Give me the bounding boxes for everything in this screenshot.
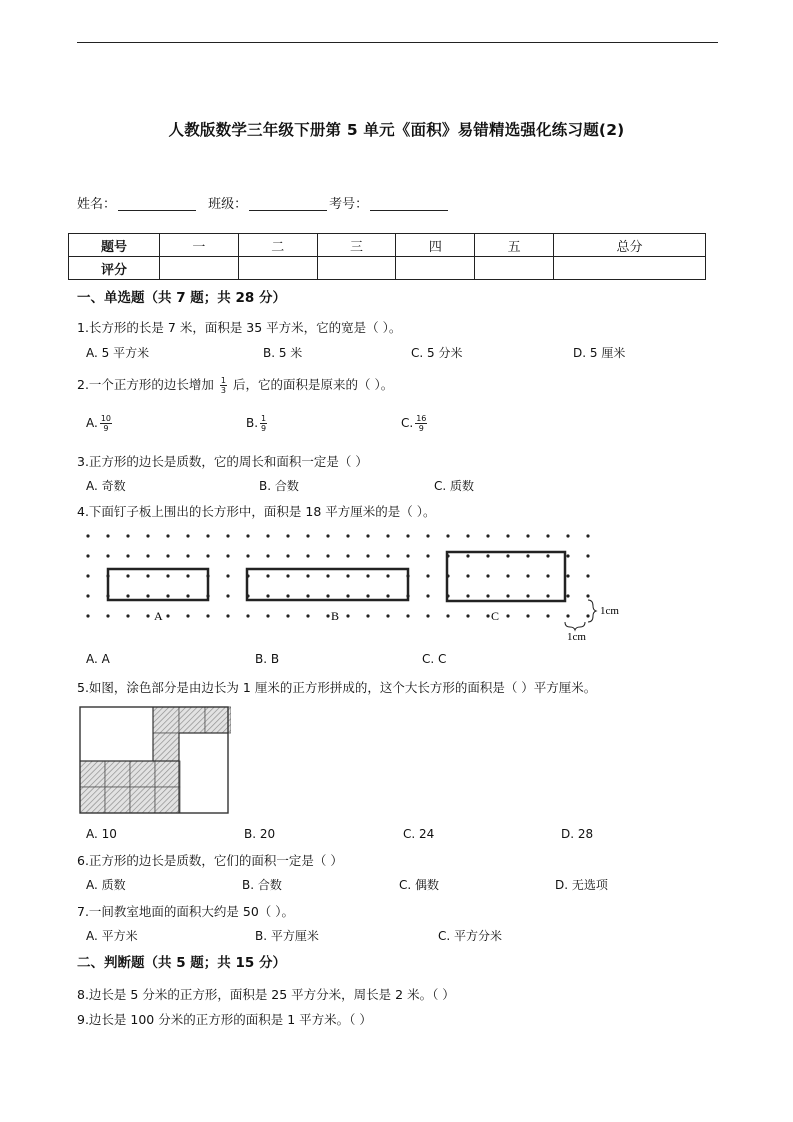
peg-dot xyxy=(486,574,489,577)
peg-dot xyxy=(326,594,329,597)
peg-dot xyxy=(446,534,449,537)
option[interactable]: D. 5 厘米 xyxy=(573,346,626,360)
shaded-unit-square xyxy=(105,761,130,787)
peg-dot xyxy=(166,554,169,557)
score-cell[interactable] xyxy=(554,257,706,280)
shaded-unit-square xyxy=(105,787,130,813)
peg-dot xyxy=(226,574,229,577)
peg-dot xyxy=(466,534,469,537)
peg-dot xyxy=(306,614,309,617)
peg-dot xyxy=(126,574,129,577)
shaded-unit-square xyxy=(155,787,180,813)
shaded-unit-square xyxy=(153,733,179,761)
peg-dot xyxy=(586,574,589,577)
peg-dot xyxy=(506,614,509,617)
peg-dot xyxy=(326,554,329,557)
peg-dot xyxy=(266,534,269,537)
section-title: 二、判断题（共 5 题；共 15 分） xyxy=(77,955,286,971)
peg-dot xyxy=(386,574,389,577)
option[interactable]: A. 5 平方米 xyxy=(86,346,150,360)
peg-dot xyxy=(406,614,409,617)
peg-dot xyxy=(266,554,269,557)
peg-dot xyxy=(486,614,489,617)
shaded-unit-square xyxy=(130,761,155,787)
peg-dot xyxy=(566,534,569,537)
label-b: B xyxy=(331,609,340,623)
peg-dot xyxy=(466,554,469,557)
peg-dot xyxy=(146,554,149,557)
pegboard-pegs xyxy=(86,534,589,617)
peg-dot xyxy=(466,574,469,577)
peg-dot xyxy=(146,614,149,617)
option[interactable]: C. 24 xyxy=(403,827,435,841)
peg-dot xyxy=(206,614,209,617)
peg-dot xyxy=(446,614,449,617)
shaded-unit-square xyxy=(205,707,231,733)
shaded-unit-square xyxy=(80,787,105,813)
peg-dot xyxy=(506,594,509,597)
section-title: 一、单选题（共 7 题；共 28 分） xyxy=(77,290,286,306)
peg-dot xyxy=(526,614,529,617)
peg-dot xyxy=(486,554,489,557)
peg-dot xyxy=(186,534,189,537)
unit-label-horizontal: 1cm xyxy=(567,631,586,643)
peg-dot xyxy=(246,554,249,557)
score-header-cell: 四 xyxy=(396,234,475,257)
peg-dot xyxy=(266,614,269,617)
peg-dot xyxy=(286,574,289,577)
score-header-cell: 二 xyxy=(238,234,317,257)
peg-dot xyxy=(186,574,189,577)
peg-dot xyxy=(286,534,289,537)
peg-dot xyxy=(526,554,529,557)
option[interactable]: B. B xyxy=(255,652,280,666)
peg-dot xyxy=(286,554,289,557)
horizontal-brace xyxy=(565,622,585,630)
peg-dot xyxy=(386,614,389,617)
page-title: 人教版数学三年级下册第 5 单元《面积》易错精选强化练习题(2) xyxy=(168,121,625,139)
peg-dot xyxy=(586,594,589,597)
peg-dot xyxy=(326,534,329,537)
peg-dot xyxy=(106,614,109,617)
fraction: $\frac{1}{3}$ xyxy=(220,376,227,395)
shaded-unit-square xyxy=(130,787,155,813)
peg-dot xyxy=(406,534,409,537)
peg-dot xyxy=(266,594,269,597)
question-text: 2.一个正方形的边长增加 xyxy=(77,377,214,392)
label-c: C xyxy=(491,609,500,623)
peg-dot xyxy=(546,574,549,577)
peg-dot xyxy=(226,554,229,557)
peg-dot xyxy=(586,554,589,557)
score-header-cell: 题号 xyxy=(69,234,160,257)
peg-dot xyxy=(546,614,549,617)
peg-dot xyxy=(306,554,309,557)
peg-dot xyxy=(546,534,549,537)
question-text: 后，它的面积是原来的（ ）。 xyxy=(233,377,394,392)
score-cell[interactable] xyxy=(475,257,554,280)
peg-dot xyxy=(466,614,469,617)
peg-dot xyxy=(506,574,509,577)
shaded-unit-squares xyxy=(80,707,231,813)
score-table-header-row xyxy=(69,234,706,257)
peg-dot xyxy=(306,534,309,537)
peg-dot xyxy=(306,574,309,577)
option[interactable]: C. C xyxy=(422,652,447,666)
shaded-unit-square xyxy=(153,707,179,733)
peg-dot xyxy=(426,534,429,537)
peg-dot xyxy=(146,594,149,597)
score-table xyxy=(68,233,706,280)
peg-dot xyxy=(366,574,369,577)
peg-dot xyxy=(426,594,429,597)
peg-dot xyxy=(86,574,89,577)
peg-dot xyxy=(546,594,549,597)
peg-dot xyxy=(526,594,529,597)
score-cell[interactable] xyxy=(160,257,239,280)
peg-dot xyxy=(226,534,229,537)
name-label: 姓名： xyxy=(77,197,117,212)
peg-dot xyxy=(366,534,369,537)
peg-dot xyxy=(386,554,389,557)
option[interactable]: B. 合数 xyxy=(259,479,299,493)
peg-dot xyxy=(286,614,289,617)
peg-dot xyxy=(486,594,489,597)
peg-dot xyxy=(246,614,249,617)
peg-dot xyxy=(566,574,569,577)
peg-dot xyxy=(186,554,189,557)
peg-dot xyxy=(86,594,89,597)
peg-dot xyxy=(386,534,389,537)
peg-dot xyxy=(186,594,189,597)
peg-dot xyxy=(466,594,469,597)
peg-dot xyxy=(486,534,489,537)
peg-dot xyxy=(546,554,549,557)
class-blank[interactable] xyxy=(249,196,327,211)
question-5: 5.如图，涂色部分是由边长为 1 厘米的正方形拼成的，这个大长方形的面积是（ ）平方厘米。 xyxy=(77,680,597,695)
option[interactable]: A. 奇数 xyxy=(86,479,126,493)
peg-dot xyxy=(146,534,149,537)
score-header-cell: 总分 xyxy=(554,234,706,257)
name-blank[interactable] xyxy=(118,196,196,211)
peg-dot xyxy=(86,614,89,617)
option[interactable]: B. 20 xyxy=(244,827,276,841)
question-3: 3.正方形的边长是质数，它的周长和面积一定是（ ） xyxy=(77,454,368,469)
peg-dot xyxy=(326,614,329,617)
class-label: 班级： xyxy=(208,197,248,212)
question-1: 1.长方形的长是 7 米，面积是 35 平方米，它的宽是（ ）。 xyxy=(77,320,402,335)
peg-dot xyxy=(526,574,529,577)
score-cell[interactable] xyxy=(317,257,396,280)
exam-blank[interactable] xyxy=(370,196,448,211)
option[interactable]: B. 平方厘米 xyxy=(255,929,319,943)
peg-dot xyxy=(126,534,129,537)
peg-dot xyxy=(246,534,249,537)
option[interactable]: A. 10 xyxy=(86,827,117,841)
option[interactable]: B. $\frac{1}{9}$ xyxy=(246,414,267,433)
peg-dot xyxy=(346,574,349,577)
peg-dot xyxy=(166,574,169,577)
peg-dot xyxy=(426,554,429,557)
peg-dot xyxy=(266,574,269,577)
peg-dot xyxy=(166,594,169,597)
option[interactable]: C. 5 分米 xyxy=(411,346,463,360)
shaded-unit-square xyxy=(80,761,105,787)
peg-dot xyxy=(366,594,369,597)
peg-dot xyxy=(346,534,349,537)
peg-dot xyxy=(366,554,369,557)
peg-dot xyxy=(566,594,569,597)
peg-dot xyxy=(126,614,129,617)
unit-label-vertical: 1cm xyxy=(600,605,619,617)
student-info xyxy=(77,193,448,212)
peg-dot xyxy=(406,554,409,557)
peg-dot xyxy=(346,594,349,597)
peg-dot xyxy=(226,614,229,617)
peg-dot xyxy=(146,574,149,577)
header-rule xyxy=(77,42,718,43)
peg-dot xyxy=(426,614,429,617)
peg-dot xyxy=(166,534,169,537)
peg-dot xyxy=(106,554,109,557)
question-7: 7.一间教室地面的面积大约是 50（ ）。 xyxy=(77,904,295,919)
peg-dot xyxy=(206,534,209,537)
option[interactable]: D. 无选项 xyxy=(555,878,608,892)
peg-dot xyxy=(346,614,349,617)
peg-dot xyxy=(426,574,429,577)
question-2 xyxy=(77,375,393,395)
rectangle-a xyxy=(108,569,208,600)
peg-dot xyxy=(366,614,369,617)
peg-dot xyxy=(506,554,509,557)
peg-dot xyxy=(126,554,129,557)
peg-dot xyxy=(586,614,589,617)
score-header-cell: 五 xyxy=(475,234,554,257)
score-header-cell: 三 xyxy=(317,234,396,257)
shaded-rectangle-figure xyxy=(79,706,231,816)
option[interactable]: C. 偶数 xyxy=(399,878,440,892)
peg-dot xyxy=(186,614,189,617)
option[interactable]: A. 质数 xyxy=(86,878,126,892)
pegboard-figure xyxy=(80,528,640,646)
score-cell[interactable] xyxy=(238,257,317,280)
option[interactable]: A. $\frac{10}{9}$ xyxy=(86,414,111,433)
score-cell[interactable] xyxy=(396,257,475,280)
peg-dot xyxy=(106,534,109,537)
peg-dot xyxy=(86,554,89,557)
option[interactable]: A. A xyxy=(86,652,110,666)
label-a: A xyxy=(154,609,163,623)
question-9: 9.边长是 100 分米的正方形的面积是 1 平方米。（ ） xyxy=(77,1012,372,1027)
exam-label: 考号： xyxy=(329,197,369,212)
vertical-brace xyxy=(588,600,596,622)
option[interactable]: C. 质数 xyxy=(434,479,475,493)
shaded-unit-square xyxy=(179,707,205,733)
option[interactable]: D. 28 xyxy=(561,827,594,841)
question-8: 8.边长是 5 分米的正方形，面积是 25 平方分米，周长是 2 米。（ ） xyxy=(77,987,455,1002)
peg-dot xyxy=(566,614,569,617)
peg-dot xyxy=(566,554,569,557)
question-6: 6.正方形的边长是质数，它们的面积一定是（ ） xyxy=(77,853,343,868)
option[interactable]: B. 合数 xyxy=(242,878,282,892)
peg-dot xyxy=(506,534,509,537)
peg-dot xyxy=(226,594,229,597)
peg-dot xyxy=(306,594,309,597)
peg-dot xyxy=(526,534,529,537)
peg-dot xyxy=(126,594,129,597)
score-header-cell: 一 xyxy=(160,234,239,257)
option[interactable]: C. $\frac{16}{9}$ xyxy=(401,414,427,433)
option[interactable]: C. 平方分米 xyxy=(438,929,503,943)
peg-dot xyxy=(586,534,589,537)
shaded-unit-square xyxy=(155,761,180,787)
peg-dot xyxy=(346,554,349,557)
peg-dot xyxy=(166,614,169,617)
score-table-score-row xyxy=(69,257,706,280)
peg-dot xyxy=(86,534,89,537)
peg-dot xyxy=(286,594,289,597)
score-row-label: 评分 xyxy=(69,257,160,280)
option[interactable]: B. 5 米 xyxy=(263,346,303,360)
peg-dot xyxy=(386,594,389,597)
peg-dot xyxy=(326,574,329,577)
peg-dot xyxy=(206,554,209,557)
question-4: 4.下面钉子板上围出的长方形中，面积是 18 平方厘米的是（ ）。 xyxy=(77,504,436,519)
option[interactable]: A. 平方米 xyxy=(86,929,138,943)
